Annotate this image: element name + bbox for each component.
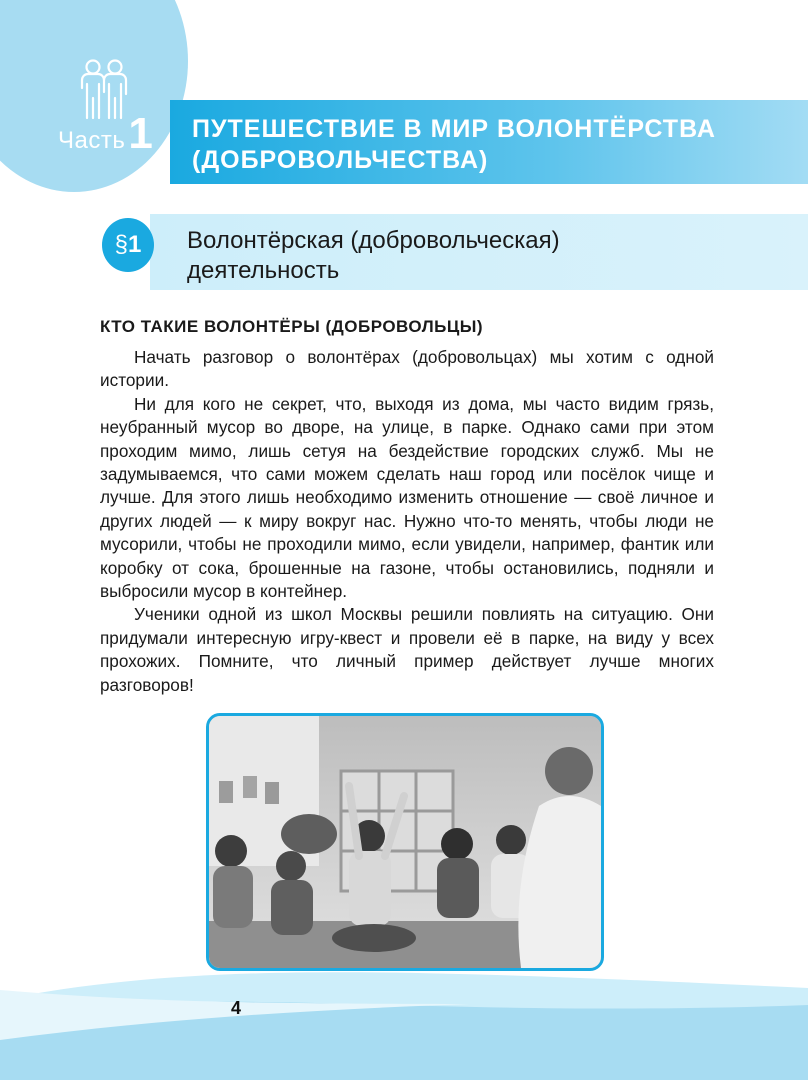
- chapter-title-line-2: (ДОБРОВОЛЬЧЕСТВА): [192, 146, 489, 174]
- body-text: [100, 346, 714, 697]
- section-title: [187, 226, 747, 286]
- chapter-title-line-1: ПУТЕШЕСТВИЕ В МИР ВОЛОНТЁРСТВА: [192, 115, 716, 143]
- section-symbol: §: [114, 231, 128, 258]
- part-word: Часть: [58, 127, 126, 154]
- paragraph: Ученики одной из школ Москвы решили повлиять на ситуацию. Они придумали интересную игру-квест и провели её в парке, на виду у всех прохожих. Помните, что личный пример действует лучше многих разговоров!: [100, 604, 714, 695]
- classroom-photo: [206, 713, 604, 971]
- part-label: [58, 109, 153, 158]
- paragraph: Начать разговор о волонтёрах (добровольцах) мы хотим с одной истории.: [100, 347, 714, 391]
- section-title-line-1: Волонтёрская (добровольческая): [187, 227, 560, 254]
- classroom-photo-illustration: [209, 716, 601, 968]
- page-number: 4: [231, 998, 242, 1018]
- paragraph: Ни для кого не секрет, что, выходя из дома, мы часто видим грязь, неубранный мусор во дворе, на улице, в парке. Однако сами при этом проходим мимо, лишь сетуя на бездействие городских служб. Мы не задумываемся, что сами можем сделать наш город или посёлок чище и лучше. Для этого лишь необходимо изменить отношение — своё личное и других людей — к миру вокруг нас. Нужно что-то менять, чтобы люди не мусорили, чтобы не проходили мимо, если увидели, например, фантик или коробку от сока, брошенные на газоне, чтобы остановились, подняли и выбросили мусор в контейнер.: [100, 393, 714, 602]
- footer-waves: [0, 960, 808, 1080]
- section-badge: [102, 218, 154, 272]
- part-number: 1: [128, 109, 153, 158]
- chapter-title: [192, 114, 792, 176]
- section-number: 1: [128, 231, 142, 258]
- section-title-line-2: деятельность: [187, 257, 340, 284]
- subheading: КТО ТАКИЕ ВОЛОНТЁРЫ (ДОБРОВОЛЬЦЫ): [100, 317, 484, 336]
